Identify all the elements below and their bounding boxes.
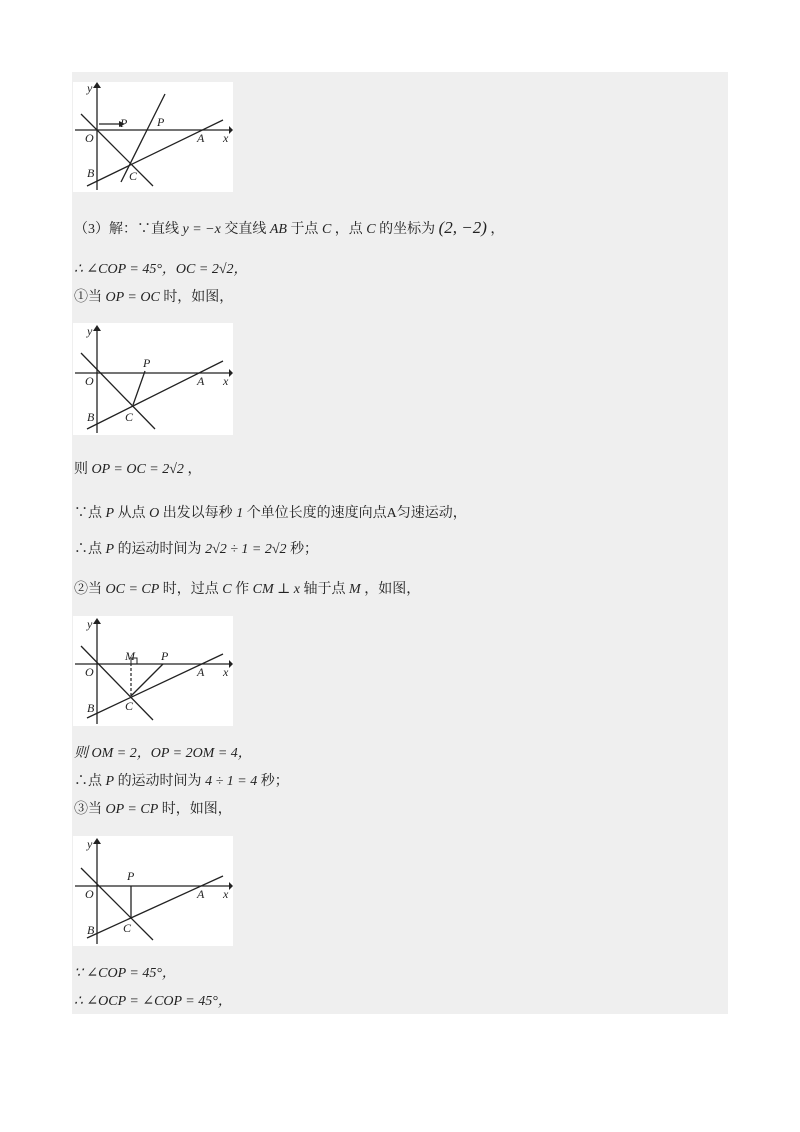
math: 2√2 ÷ 1 = 2√2 xyxy=(205,542,287,557)
text-line-3 xyxy=(74,288,233,308)
fig1-label-P1: P xyxy=(120,116,128,130)
math: AB xyxy=(269,222,287,237)
fig2-label-P: P xyxy=(143,356,151,370)
fig1-label-P2: P xyxy=(157,115,165,129)
fig1-label-B: B xyxy=(87,166,95,180)
text: 的运动时间为 xyxy=(117,774,202,789)
figure-4 xyxy=(73,836,233,946)
text: 交直线 xyxy=(224,222,267,237)
math: OP = CP xyxy=(105,802,159,817)
math: OC = CP xyxy=(105,582,160,597)
text-line-12: ∴ ∠OCP = ∠COP = 45°， xyxy=(74,994,232,1009)
math: (2, −2) xyxy=(438,218,487,237)
fig4-label-y: y xyxy=(87,837,93,851)
fig2-label-x: x xyxy=(223,374,229,388)
math: C xyxy=(222,582,232,597)
text-line-9 xyxy=(74,772,289,792)
fig1-label-y: y xyxy=(87,82,93,95)
text: ∴点 xyxy=(74,542,102,557)
math: OP = OC xyxy=(105,290,160,305)
math: 1 xyxy=(236,506,244,521)
math: P xyxy=(105,774,115,789)
text: （3）解：∵直线 xyxy=(74,222,179,237)
text-line-10 xyxy=(74,800,232,820)
fig4-label-A: A xyxy=(197,887,205,901)
fig3-label-M: M xyxy=(125,649,135,663)
fig3-label-B: B xyxy=(87,701,95,715)
text: 秒； xyxy=(290,542,319,557)
fig2-label-O: O xyxy=(85,374,94,388)
fig4-label-P: P xyxy=(127,869,135,883)
text: ③当 xyxy=(74,802,102,817)
fig2-label-y: y xyxy=(87,324,93,338)
math: 4 ÷ 1 = 4 xyxy=(205,774,258,789)
fig3-label-x: x xyxy=(223,665,229,679)
text: 出发以每秒 xyxy=(162,506,233,521)
text-line-2: ∴ ∠COP = 45°，OC = 2√2， xyxy=(74,262,248,277)
text-line-11: ∵ ∠COP = 45°， xyxy=(74,966,176,981)
fig3-label-C: C xyxy=(125,699,134,713)
text: 则 xyxy=(74,462,88,477)
text: 的坐标为 xyxy=(379,222,436,237)
fig4-label-O: O xyxy=(85,887,94,901)
fig3-label-P: P xyxy=(161,649,169,663)
text: ∴点 xyxy=(74,774,102,789)
text-line-1 xyxy=(74,218,504,240)
math: P xyxy=(105,506,115,521)
text-line-6 xyxy=(74,540,318,560)
text: 于点 xyxy=(290,222,319,237)
fig1-label-A: A xyxy=(197,131,205,145)
fig2-label-B: B xyxy=(87,410,95,424)
fig4-label-x: x xyxy=(223,887,229,901)
fig3-label-y: y xyxy=(87,617,93,631)
text: ，点 xyxy=(334,222,363,237)
text: 的运动时间为 xyxy=(117,542,202,557)
text: 从点 xyxy=(117,506,146,521)
math: P xyxy=(105,542,115,557)
math: O xyxy=(149,506,160,521)
figure-3 xyxy=(73,616,233,726)
fig4-label-C: C xyxy=(123,921,132,935)
text: ，如图， xyxy=(364,582,421,597)
text-line-8: 则 OM = 2，OP = 2OM = 4， xyxy=(74,746,252,761)
text: ∵点 xyxy=(74,506,102,521)
text-line-5 xyxy=(74,504,467,524)
fig1-label-O: O xyxy=(85,131,94,145)
fig1-label-x: x xyxy=(223,131,229,145)
fig2-label-A: A xyxy=(197,374,205,388)
text: ， xyxy=(490,222,505,237)
text: 作 xyxy=(235,582,250,597)
math: y = −x xyxy=(182,222,221,237)
math: M xyxy=(349,582,361,597)
text: ①当 xyxy=(74,290,102,305)
math: C xyxy=(366,222,376,237)
text: ， xyxy=(187,462,202,477)
text: 个单位长度的速度向点A匀速运动， xyxy=(246,506,467,521)
math: OP = OC = 2√2 xyxy=(91,462,184,477)
fig4-label-B: B xyxy=(87,923,95,937)
fig1-label-C: C xyxy=(129,169,138,183)
math: CM ⊥ x xyxy=(252,582,301,597)
math: C xyxy=(321,222,332,237)
text: ②当 xyxy=(74,582,102,597)
figure-2 xyxy=(73,323,233,435)
text-line-7 xyxy=(74,580,420,600)
text: 秒； xyxy=(260,774,289,789)
text: 时，如图， xyxy=(161,802,232,817)
fig2-label-C: C xyxy=(125,410,134,424)
text: 轴于点 xyxy=(303,582,346,597)
text-line-4 xyxy=(74,460,201,480)
text: 时，过点 xyxy=(162,582,219,597)
fig3-label-O: O xyxy=(85,665,94,679)
figure-1 xyxy=(73,82,233,192)
fig3-label-A: A xyxy=(197,665,205,679)
text: 时，如图， xyxy=(163,290,234,305)
